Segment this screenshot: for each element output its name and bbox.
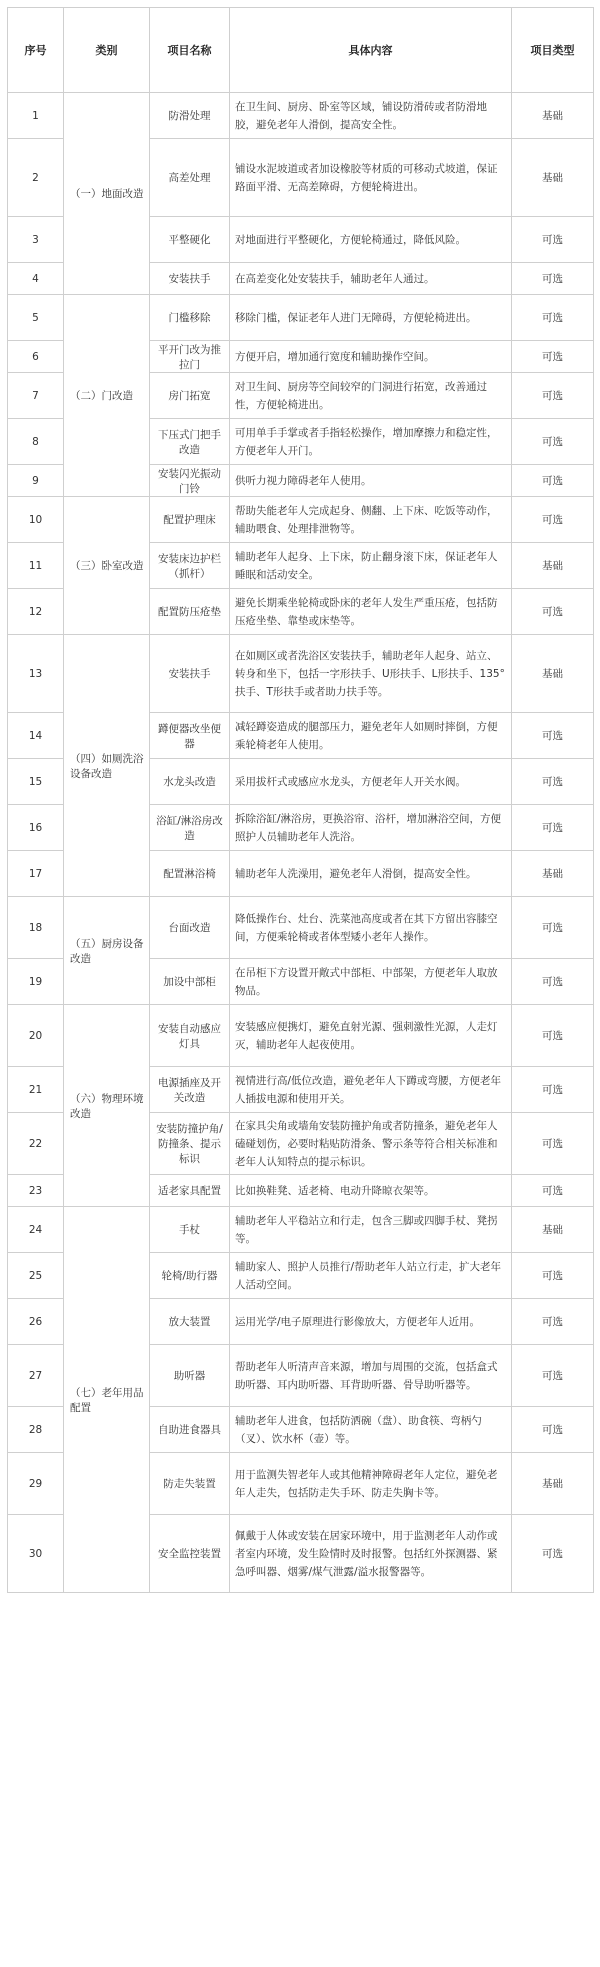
item-name: 安装床边护栏（抓杆）	[150, 543, 230, 589]
item-content: 可用单手手掌或者手指轻松操作，增加摩擦力和稳定性，方便老年人开门。	[230, 419, 512, 465]
item-type: 基础	[512, 139, 594, 217]
item-content: 在吊柜下方设置开敞式中部柜、中部架，方便老年人取放物品。	[230, 959, 512, 1005]
row-number: 1	[8, 93, 64, 139]
item-type: 可选	[512, 217, 594, 263]
row-number: 11	[8, 543, 64, 589]
row-number: 19	[8, 959, 64, 1005]
category-cell: （一）地面改造	[64, 93, 150, 295]
item-type: 可选	[512, 897, 594, 959]
row-number: 16	[8, 805, 64, 851]
item-content: 降低操作台、灶台、洗菜池高度或者在其下方留出容膝空间，方便乘轮椅或者体型矮小老年人操作。	[230, 897, 512, 959]
item-type: 可选	[512, 959, 594, 1005]
item-name: 放大装置	[150, 1299, 230, 1345]
row-number: 30	[8, 1515, 64, 1593]
item-content: 移除门槛，保证老年人进门无障碍，方便轮椅进出。	[230, 295, 512, 341]
item-content: 帮助失能老年人完成起身、侧翻、上下床、吃饭等动作，辅助喂食、处理排泄物等。	[230, 497, 512, 543]
item-type: 基础	[512, 1453, 594, 1515]
category-cell: （四）如厕洗浴设备改造	[64, 635, 150, 897]
item-type: 基础	[512, 635, 594, 713]
row-number: 25	[8, 1253, 64, 1299]
header-row	[8, 8, 594, 93]
item-name: 下压式门把手改造	[150, 419, 230, 465]
item-type: 可选	[512, 263, 594, 295]
item-name: 平整硬化	[150, 217, 230, 263]
table-row	[8, 635, 594, 713]
item-name: 门槛移除	[150, 295, 230, 341]
row-number: 17	[8, 851, 64, 897]
item-name: 安装防撞护角/防撞条、提示标识	[150, 1113, 230, 1175]
header-item-name: 项目名称	[150, 8, 230, 93]
table-row	[8, 1207, 594, 1253]
item-content: 铺设水泥坡道或者加设橡胶等材质的可移动式坡道，保证路面平滑、无高差障碍，方便轮椅进出。	[230, 139, 512, 217]
item-content: 辅助老年人进食，包括防洒碗（盘）、助食筷、弯柄勺（叉）、饮水杯（壶）等。	[230, 1407, 512, 1453]
item-type: 可选	[512, 1175, 594, 1207]
item-content: 采用拔杆式或感应水龙头，方便老年人开关水阀。	[230, 759, 512, 805]
item-name: 配置防压疮垫	[150, 589, 230, 635]
item-name: 浴缸/淋浴房改造	[150, 805, 230, 851]
row-number: 4	[8, 263, 64, 295]
item-type: 可选	[512, 1005, 594, 1067]
item-type: 可选	[512, 497, 594, 543]
item-name: 手杖	[150, 1207, 230, 1253]
item-name: 安装自动感应灯具	[150, 1005, 230, 1067]
item-name: 高差处理	[150, 139, 230, 217]
row-number: 7	[8, 373, 64, 419]
item-content: 辅助家人、照护人员推行/帮助老年人站立行走，扩大老年人活动空间。	[230, 1253, 512, 1299]
item-content: 拆除浴缸/淋浴房，更换浴帘、浴杆，增加淋浴空间，方便照护人员辅助老年人洗浴。	[230, 805, 512, 851]
item-type: 可选	[512, 1515, 594, 1593]
item-content: 对地面进行平整硬化，方便轮椅通过，降低风险。	[230, 217, 512, 263]
table-body	[8, 93, 594, 1593]
item-name: 配置淋浴椅	[150, 851, 230, 897]
item-content: 在家具尖角或墙角安装防撞护角或者防撞条，避免老年人磕碰划伤，必要时粘贴防滑条、警示条等符合相关标准和老年人认知特点的提示标识。	[230, 1113, 512, 1175]
item-content: 运用光学/电子原理进行影像放大，方便老年人近用。	[230, 1299, 512, 1345]
item-content: 辅助老年人洗澡用，避免老年人滑倒，提高安全性。	[230, 851, 512, 897]
item-type: 可选	[512, 373, 594, 419]
row-number: 14	[8, 713, 64, 759]
row-number: 10	[8, 497, 64, 543]
item-type: 可选	[512, 1345, 594, 1407]
row-number: 23	[8, 1175, 64, 1207]
item-name: 水龙头改造	[150, 759, 230, 805]
row-number: 13	[8, 635, 64, 713]
item-type: 基础	[512, 851, 594, 897]
row-number: 26	[8, 1299, 64, 1345]
row-number: 22	[8, 1113, 64, 1175]
item-type: 可选	[512, 1067, 594, 1113]
row-number: 3	[8, 217, 64, 263]
item-type: 基础	[512, 543, 594, 589]
item-name: 安全监控装置	[150, 1515, 230, 1593]
row-number: 9	[8, 465, 64, 497]
item-type: 基础	[512, 93, 594, 139]
item-content: 佩戴于人体或安装在居家环境中，用于监测老年人动作或者室内环境，发生险情时及时报警。包括红外探测器、紧急呼叫器、烟雾/煤气泄露/溢水报警器等。	[230, 1515, 512, 1593]
item-type: 可选	[512, 1113, 594, 1175]
item-name: 防走失装置	[150, 1453, 230, 1515]
item-name: 自助进食器具	[150, 1407, 230, 1453]
item-type: 可选	[512, 759, 594, 805]
row-number: 2	[8, 139, 64, 217]
item-type: 可选	[512, 465, 594, 497]
row-number: 29	[8, 1453, 64, 1515]
table-row	[8, 497, 594, 543]
item-type: 基础	[512, 1207, 594, 1253]
item-type: 可选	[512, 295, 594, 341]
header-category: 类别	[64, 8, 150, 93]
item-name: 加设中部柜	[150, 959, 230, 1005]
row-number: 12	[8, 589, 64, 635]
category-cell: （六）物理环境改造	[64, 1005, 150, 1207]
item-content: 用于监测失智老年人或其他精神障碍老年人定位，避免老年人走失，包括防走失手环、防走失胸卡等。	[230, 1453, 512, 1515]
item-content: 辅助老年人起身、上下床，防止翻身滚下床，保证老年人睡眠和活动安全。	[230, 543, 512, 589]
item-type: 可选	[512, 805, 594, 851]
category-cell: （五）厨房设备改造	[64, 897, 150, 1005]
item-content: 视情进行高/低位改造，避免老年人下蹲或弯腰，方便老年人插拔电源和使用开关。	[230, 1067, 512, 1113]
item-type: 可选	[512, 1407, 594, 1453]
item-content: 比如换鞋凳、适老椅、电动升降晾衣架等。	[230, 1175, 512, 1207]
item-name: 蹲便器改坐便器	[150, 713, 230, 759]
item-name: 台面改造	[150, 897, 230, 959]
row-number: 8	[8, 419, 64, 465]
item-name: 适老家具配置	[150, 1175, 230, 1207]
item-content: 安装感应便携灯，避免直射光源、强刺激性光源，人走灯灭，辅助老年人起夜使用。	[230, 1005, 512, 1067]
row-number: 18	[8, 897, 64, 959]
item-name: 助听器	[150, 1345, 230, 1407]
item-name: 房门拓宽	[150, 373, 230, 419]
row-number: 27	[8, 1345, 64, 1407]
item-name: 平开门改为推拉门	[150, 341, 230, 373]
item-name: 防滑处理	[150, 93, 230, 139]
renovation-items-table	[7, 7, 594, 1593]
item-name: 配置护理床	[150, 497, 230, 543]
row-number: 20	[8, 1005, 64, 1067]
item-content: 方便开启，增加通行宽度和辅助操作空间。	[230, 341, 512, 373]
row-number: 21	[8, 1067, 64, 1113]
row-number: 15	[8, 759, 64, 805]
row-number: 28	[8, 1407, 64, 1453]
item-content: 对卫生间、厨房等空间较窄的门洞进行拓宽，改善通过性，方便轮椅进出。	[230, 373, 512, 419]
item-type: 可选	[512, 1253, 594, 1299]
item-name: 安装闪光振动门铃	[150, 465, 230, 497]
row-number: 24	[8, 1207, 64, 1253]
item-content: 减轻蹲姿造成的腿部压力，避免老年人如厕时摔倒，方便乘轮椅老年人使用。	[230, 713, 512, 759]
header-no: 序号	[8, 8, 64, 93]
item-content: 供听力视力障碍老年人使用。	[230, 465, 512, 497]
item-name: 轮椅/助行器	[150, 1253, 230, 1299]
table-row	[8, 93, 594, 139]
item-content: 在高差变化处安装扶手，辅助老年人通过。	[230, 263, 512, 295]
table-row	[8, 295, 594, 341]
table-row	[8, 1005, 594, 1067]
item-type: 可选	[512, 419, 594, 465]
category-cell: （七）老年用品配置	[64, 1207, 150, 1593]
item-name: 安装扶手	[150, 263, 230, 295]
item-name: 安装扶手	[150, 635, 230, 713]
category-cell: （三）卧室改造	[64, 497, 150, 635]
item-name: 电源插座及开关改造	[150, 1067, 230, 1113]
item-content: 在如厕区或者洗浴区安装扶手，辅助老年人起身、站立、转身和坐下，包括一字形扶手、U形扶手、L形扶手、135°扶手、T形扶手或者助力扶手等。	[230, 635, 512, 713]
item-type: 可选	[512, 589, 594, 635]
item-content: 帮助老年人听清声音来源，增加与周围的交流，包括盒式助听器、耳内助听器、耳背助听器、骨导助听器等。	[230, 1345, 512, 1407]
item-type: 可选	[512, 1299, 594, 1345]
header-type: 项目类型	[512, 8, 594, 93]
item-content: 避免长期乘坐轮椅或卧床的老年人发生严重压疮，包括防压疮坐垫、靠垫或床垫等。	[230, 589, 512, 635]
item-type: 可选	[512, 341, 594, 373]
item-content: 辅助老年人平稳站立和行走，包含三脚或四脚手杖、凳拐等。	[230, 1207, 512, 1253]
item-type: 可选	[512, 713, 594, 759]
row-number: 5	[8, 295, 64, 341]
category-cell: （二）门改造	[64, 295, 150, 497]
table-row	[8, 897, 594, 959]
item-content: 在卫生间、厨房、卧室等区域，铺设防滑砖或者防滑地胶，避免老年人滑倒，提高安全性。	[230, 93, 512, 139]
header-content: 具体内容	[230, 8, 512, 93]
row-number: 6	[8, 341, 64, 373]
